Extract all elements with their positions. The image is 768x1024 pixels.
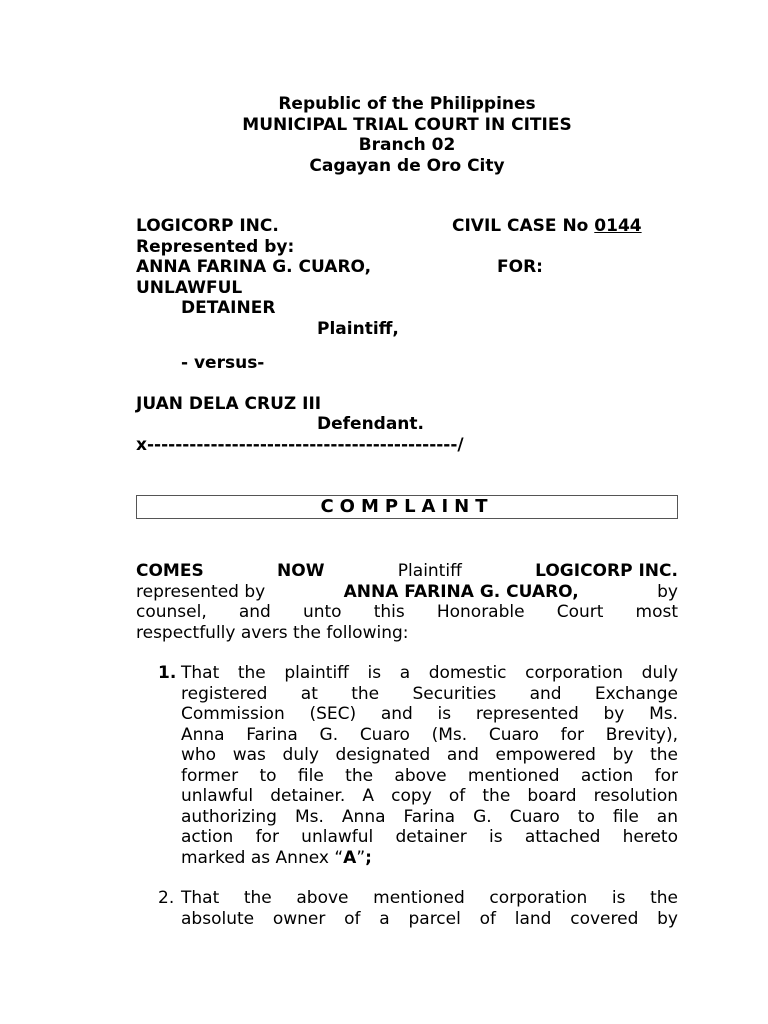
intro-line-4: respectfully avers the following: <box>136 622 409 643</box>
intro-paragraph <box>136 561 678 643</box>
annex-letter: A <box>343 847 357 868</box>
item-line: Anna Farina G. Cuaro (Ms. Cuaro for Brevity), <box>181 724 678 745</box>
plaintiff-role: Plaintiff, <box>317 318 399 339</box>
case-caption <box>136 216 678 455</box>
intro-company: LOGICORP INC. <box>535 561 678 581</box>
case-label: CIVIL CASE No <box>452 216 595 236</box>
document-page <box>136 94 678 929</box>
for-label: FOR: <box>497 257 543 277</box>
item-line: Commission (SEC) and is represented by Ms. <box>181 704 678 724</box>
item-line: action for unlawful detainer is attached hereto <box>181 827 678 847</box>
item-line: That the above mentioned corporation is the <box>181 888 678 908</box>
intro-line-1 <box>136 561 678 582</box>
caption-closing-line: x--------------------------------------------/ <box>136 434 464 455</box>
intro-by: by <box>657 581 678 602</box>
caption-row-plaintiff <box>136 216 678 237</box>
item-body <box>181 663 678 868</box>
versus: - versus- <box>181 353 265 373</box>
caption-row-representative <box>136 257 678 278</box>
allegation-item-2 <box>136 888 678 929</box>
case-number: 0144 <box>594 216 642 236</box>
header-court: MUNICIPAL TRIAL COURT IN CITIES <box>242 114 572 135</box>
item-line: That the plaintiff is a domestic corporation duly <box>181 663 678 683</box>
item-number: 1. <box>158 663 177 683</box>
intro-now: NOW <box>277 561 325 581</box>
item-last-line <box>181 848 678 869</box>
header-republic: Republic of the Philippines <box>278 94 536 114</box>
item-line: unlawful detainer. A copy of the board resolution <box>181 786 678 806</box>
complaint-title: COMPLAINT <box>136 495 678 519</box>
annex-semicolon: ; <box>365 847 372 868</box>
plaintiff-name: LOGICORP INC. <box>136 216 279 236</box>
item-line: registered at the Securities and Exchange <box>181 683 678 704</box>
representative-name: ANNA FARINA G. CUARO, <box>136 257 372 277</box>
item-line: authorizing Ms. Anna Farina G. Cuaro to file an <box>181 806 678 827</box>
defendant-name: JUAN DELA CRUZ III <box>136 393 322 414</box>
item-body <box>181 888 678 929</box>
nature-line-2: DETAINER <box>181 298 276 318</box>
item-line: former to file the above mentioned action for <box>181 765 678 786</box>
annex-prefix: marked as Annex “ <box>181 847 344 868</box>
allegation-item-1 <box>136 663 678 868</box>
nature-line-1: UNLAWFUL <box>136 277 243 298</box>
intro-representative: ANNA FARINA G. CUARO, <box>343 581 579 602</box>
header-city: Cagayan de Oro City <box>309 155 505 176</box>
case-number-block <box>452 216 642 237</box>
item-number: 2. <box>158 888 175 908</box>
header-branch: Branch 02 <box>358 135 456 155</box>
intro-line-3: counsel, and unto this Honorable Court most <box>136 602 678 622</box>
represented-by: Represented by: <box>136 236 295 257</box>
intro-comes: COMES <box>136 561 204 581</box>
annex-quote: ” <box>356 847 366 868</box>
item-line: who was duly designated and empowered by the <box>181 745 678 765</box>
court-header <box>136 94 678 176</box>
intro-plaintiff: Plaintiff <box>397 561 462 581</box>
item-line: absolute owner of a parcel of land covered by <box>181 908 678 929</box>
intro-line-2 <box>136 582 678 603</box>
defendant-role: Defendant. <box>317 414 424 434</box>
intro-represented: represented by <box>136 581 266 602</box>
